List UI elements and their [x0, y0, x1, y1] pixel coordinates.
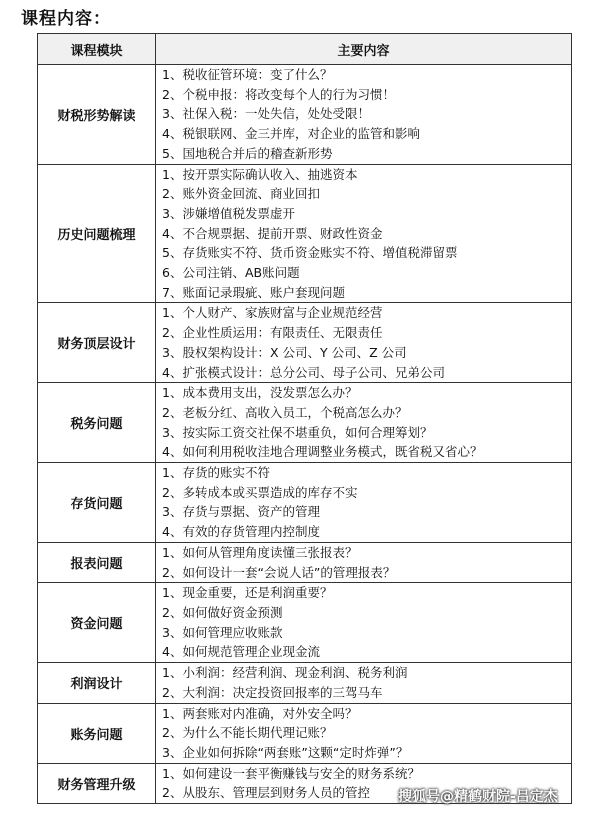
module-content: [156, 542, 572, 582]
module-content: [156, 65, 572, 165]
content-item: 3、按实际工资交社保不堪重负，如何合理筹划？: [162, 424, 433, 440]
table-header-row: [38, 34, 572, 65]
content-item: 1、按开票实际确认收入、抽逃资本: [162, 166, 358, 182]
content-item: 3、社保入税：一处失信，处处受限！: [162, 106, 370, 122]
module-name: 账务问题: [38, 703, 156, 763]
table-row: [38, 383, 572, 463]
content-item: 2、如何做好资金预测: [162, 604, 283, 620]
content-item: 1、现金重要，还是利润重要？: [162, 585, 333, 601]
module-name: 资金问题: [38, 583, 156, 663]
content-item: 3、企业如何拆除“两套账”这颗“定时炸弹”？: [162, 744, 409, 760]
content-item: 4、扩张模式设计：总分公司、母子公司、兄弟公司: [162, 364, 445, 380]
header-module: 课程模块: [38, 34, 156, 65]
content-item: 1、个人财产、家族财富与企业规范经营: [162, 305, 383, 321]
content-item: 1、成本费用支出，没发票怎么办？: [162, 385, 358, 401]
module-name: 财务管理升级: [38, 763, 156, 803]
content-item: 5、存货账实不符、货币资金账实不符、增值税滞留票: [162, 245, 458, 261]
table-row: [38, 542, 572, 582]
content-item: 3、股权架构设计：X 公司、Y 公司、Z 公司: [162, 344, 407, 360]
module-content: [156, 703, 572, 763]
content-item: 1、两套账对内准确，对外安全吗？: [162, 705, 358, 721]
header-content: 主要内容: [156, 34, 572, 65]
content-item: 1、小利润：经营利润、现金利润、税务利润: [162, 665, 408, 681]
table-row: [38, 303, 572, 383]
table-row: [38, 583, 572, 663]
module-content: [156, 463, 572, 543]
content-item: 2、个税申报：将改变每个人的行为习惯！: [162, 86, 395, 102]
content-item: 1、税收征管环境：变了什么？: [162, 67, 333, 82]
content-item: 2、从股东、管理层到财务人员的管控: [162, 785, 370, 801]
table-row: [38, 663, 572, 703]
content-item: 2、为什么不能长期代理记账？: [162, 725, 333, 741]
table-row: [38, 164, 572, 303]
content-item: 2、账外资金回流、商业回扣: [162, 186, 320, 202]
module-content: [156, 303, 572, 383]
page-title: 课程内容：: [21, 9, 111, 29]
content-item: 1、存货的账实不符: [162, 465, 270, 481]
content-item: 7、账面记录瑕疵、账户套现问题: [162, 284, 345, 300]
table-row: [38, 703, 572, 763]
module-name: 历史问题梳理: [38, 164, 156, 303]
module-content: [156, 583, 572, 663]
content-item: 2、企业性质运用：有限责任、无限责任: [162, 325, 383, 341]
module-content: [156, 383, 572, 463]
module-content: [156, 164, 572, 303]
content-item: 1、如何建设一套平衡赚钱与安全的财务系统？: [162, 765, 420, 781]
module-name: 报表问题: [38, 542, 156, 582]
module-name: 利润设计: [38, 663, 156, 703]
content-item: 3、如何管理应收账款: [162, 624, 283, 640]
watermark: 搜狐号@精鹤财院-吕定杰: [398, 789, 558, 805]
module-name: 税务问题: [38, 383, 156, 463]
content-item: 4、有效的存货管理内控制度: [162, 524, 320, 540]
module-name: 财务顶层设计: [38, 303, 156, 383]
content-item: 4、如何利用税收洼地合理调整业务模式，既省税又省心？: [162, 444, 483, 460]
content-item: 2、大利润：决定投资回报率的三驾马车: [162, 684, 383, 700]
module-name: 财税形势解读: [38, 65, 156, 165]
module-content: [156, 663, 572, 703]
module-name: 存货问题: [38, 463, 156, 543]
content-item: 4、税银联网、金三并库，对企业的监管和影响: [162, 126, 420, 142]
content-item: 3、存货与票据、资产的管理: [162, 504, 320, 520]
content-item: 4、如何规范管理企业现金流: [162, 644, 320, 660]
table-row: [38, 463, 572, 543]
content-item: 2、如何设计一套“会说人话”的管理报表？: [162, 564, 396, 580]
content-item: 6、公司注销、AB账问题: [162, 265, 300, 281]
content-item: 2、多转成本或买票造成的库存不实: [162, 484, 358, 500]
course-table: [37, 33, 572, 804]
content-item: 4、不合规票据、提前开票、财政性资金: [162, 225, 383, 241]
table-row: [38, 65, 572, 165]
content-item: 5、国地税合并后的稽查新形势: [162, 145, 333, 161]
content-item: 1、如何从管理角度读懂三张报表？: [162, 544, 358, 560]
content-item: 3、涉嫌增值税发票虚开: [162, 205, 295, 221]
content-item: 2、老板分红、高收入员工，个税高怎么办？: [162, 404, 408, 420]
